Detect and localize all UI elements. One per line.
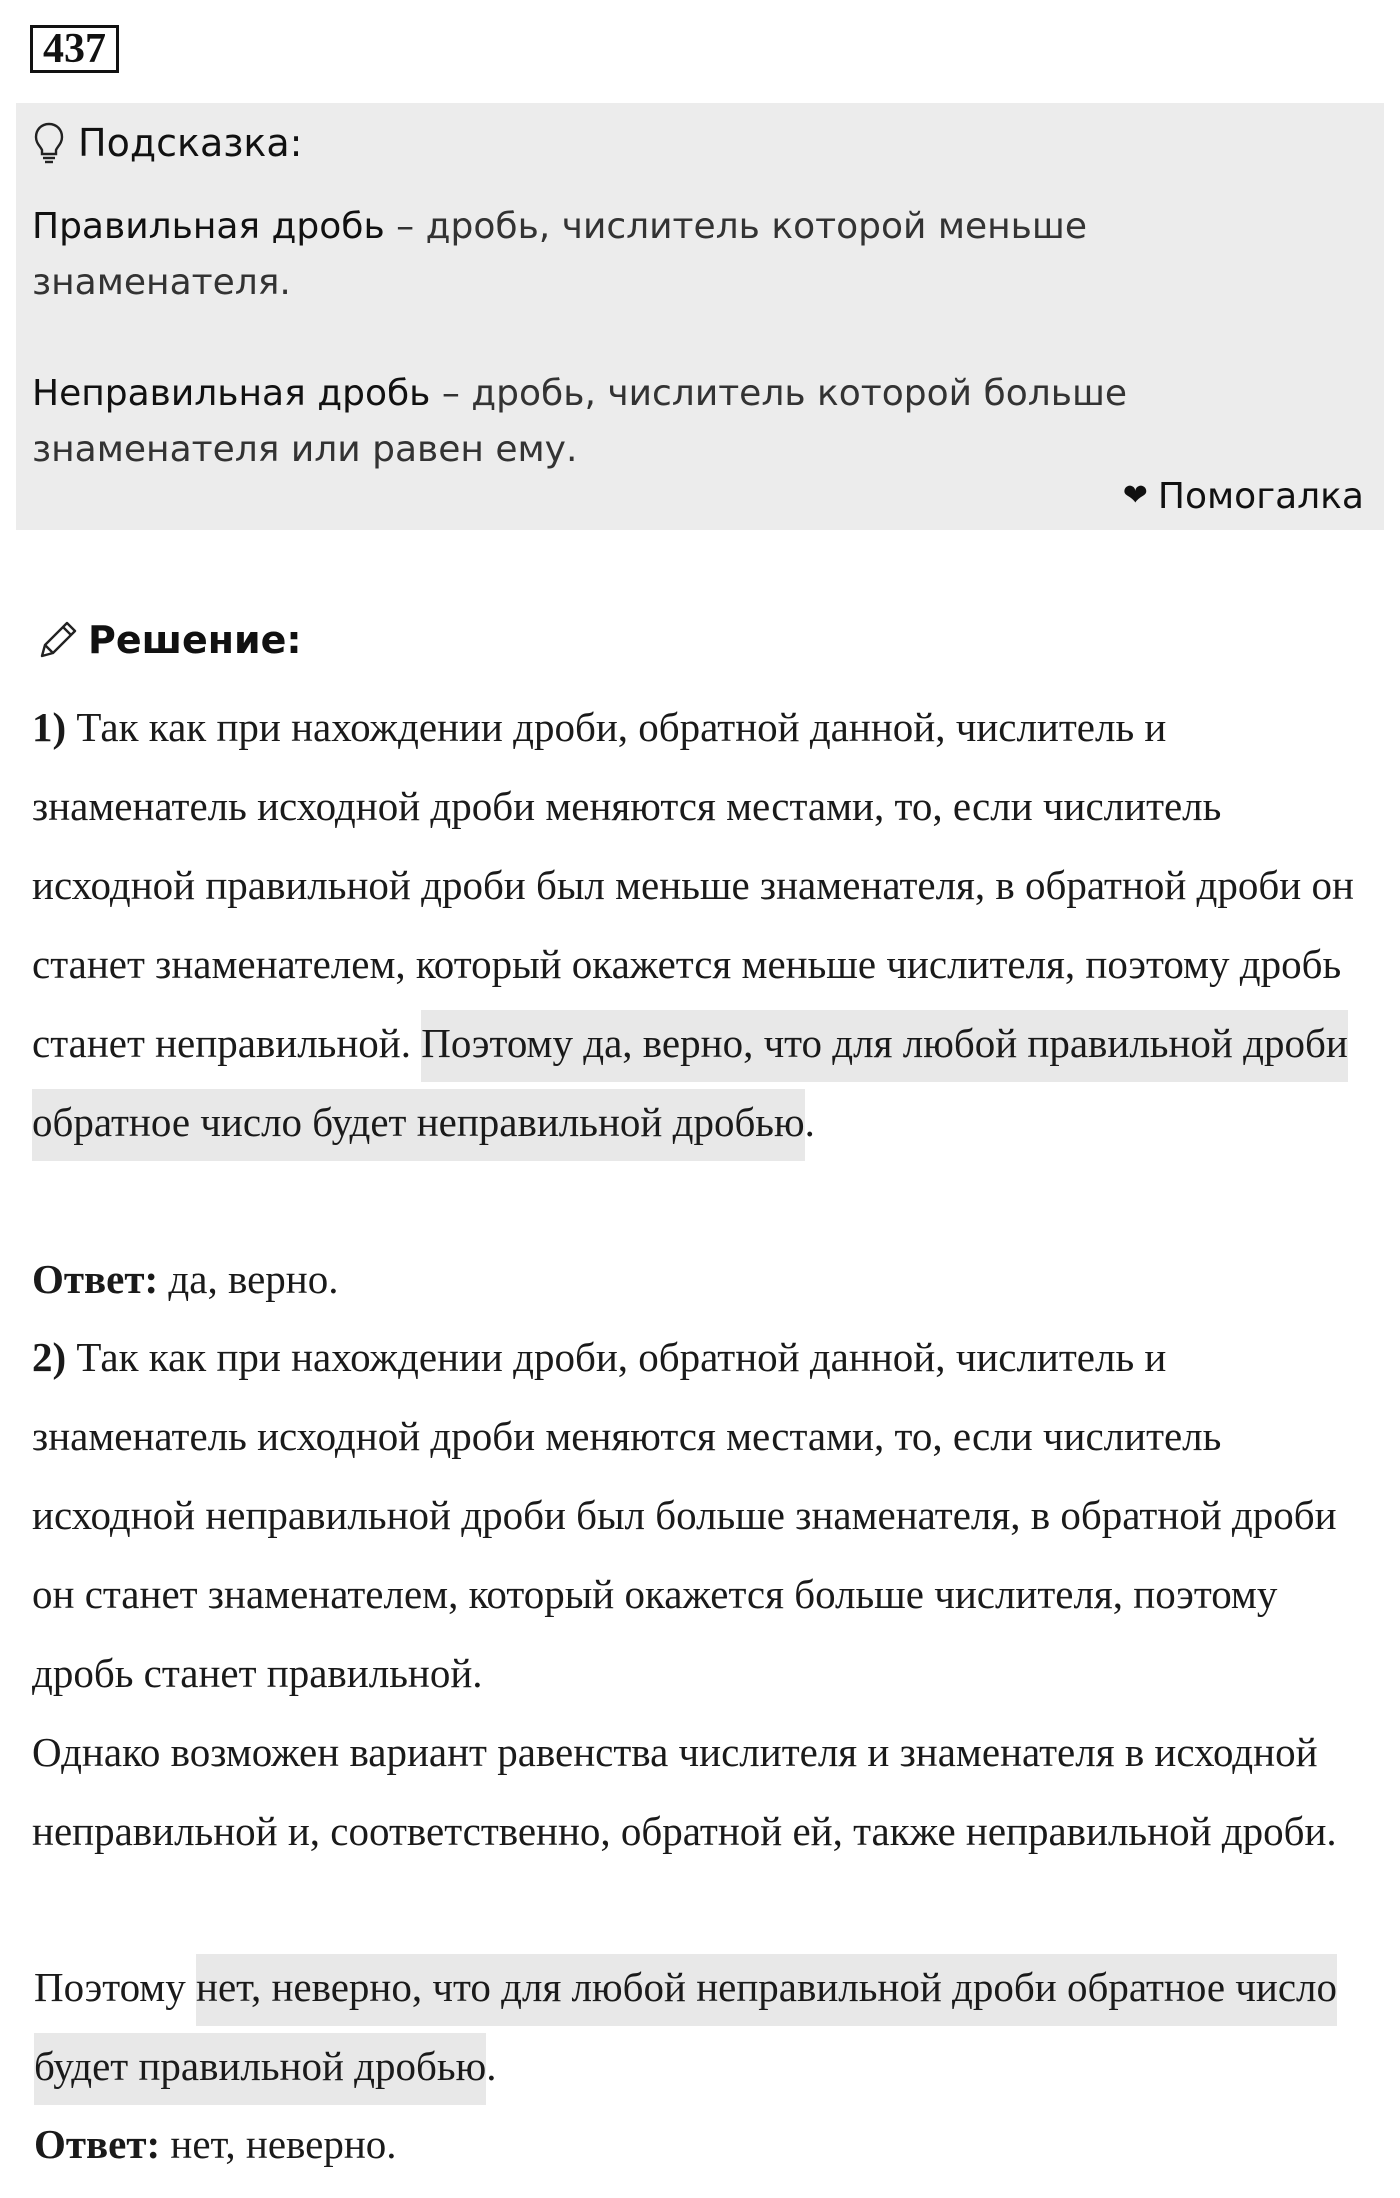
answer-1 [32, 1240, 1377, 1319]
hint-title: Подсказка: [78, 121, 303, 165]
part-end: . [804, 1099, 815, 1145]
lightbulb-icon [34, 122, 64, 164]
hint-box [16, 103, 1384, 530]
task-number [30, 25, 119, 73]
task-number-label: 437 [43, 26, 106, 72]
part-number: 2) [32, 1334, 67, 1380]
solution-part-1 [32, 688, 1377, 1162]
hint-definition-proper [32, 199, 1352, 311]
part-number: 1) [32, 704, 67, 750]
note-text: Однако возможен вариант равенства числителя и знаменателя в исходной неправильной и, соответственно, обратной ей, также неправильной дроби. [32, 1729, 1337, 1854]
hint-term: Правильная дробь [32, 206, 385, 247]
hint-definition-text: – дробь, числитель которой больше знаменателя или равен ему. [32, 373, 1128, 470]
hint-header [34, 115, 302, 171]
solution-header [36, 612, 302, 668]
solution-conclusion [34, 1948, 1379, 2106]
highlighted-conclusion: Поэтому да, верно, что для любой правильной дроби обратное число будет неправильной дробью [32, 1010, 1348, 1161]
conclusion-prefix: Поэтому [34, 1964, 196, 2010]
answer-label: Ответ: [32, 1256, 159, 1302]
part-text: Так как при нахождении дроби, обратной данной, числитель и знаменатель исходной дроби меняются местами, то, если числитель исходной правильной дроби был меньше знаменателя, в обратной дроби он станет знаменателем, который окажется меньше числителя, поэтому дробь станет неправильной. [32, 704, 1354, 1066]
hint-term: Неправильная дробь [32, 373, 431, 414]
credit-label: Помогалка [1157, 475, 1364, 517]
hint-definition-improper [32, 366, 1352, 478]
credit [1123, 473, 1364, 519]
answer-text: да, верно. [158, 1256, 339, 1302]
solution-title: Решение: [88, 618, 302, 662]
hint-definition-text: – дробь, числитель которой меньше знаменателя. [32, 206, 1087, 303]
solution-note [32, 1713, 1377, 1871]
part-text: Так как при нахождении дроби, обратной данной, числитель и знаменатель исходной дроби меняются местами, то, если числитель исходной неправильной дроби был больше знаменателя, в обратной дроби он станет знаменателем, который окажется больше числителя, поэтому дробь станет правильной. [32, 1334, 1337, 1696]
conclusion-end: . [486, 2043, 497, 2089]
answer-text: нет, неверно. [160, 2121, 397, 2167]
highlighted-conclusion: нет, неверно, что для любой неправильной дроби обратное число будет правильной дробью [34, 1954, 1337, 2105]
solution-part-2 [32, 1318, 1377, 1713]
answer-2 [34, 2105, 1379, 2184]
answer-label: Ответ: [34, 2121, 161, 2167]
pencil-icon [36, 618, 80, 662]
heart-icon: ❤ [1122, 478, 1148, 513]
